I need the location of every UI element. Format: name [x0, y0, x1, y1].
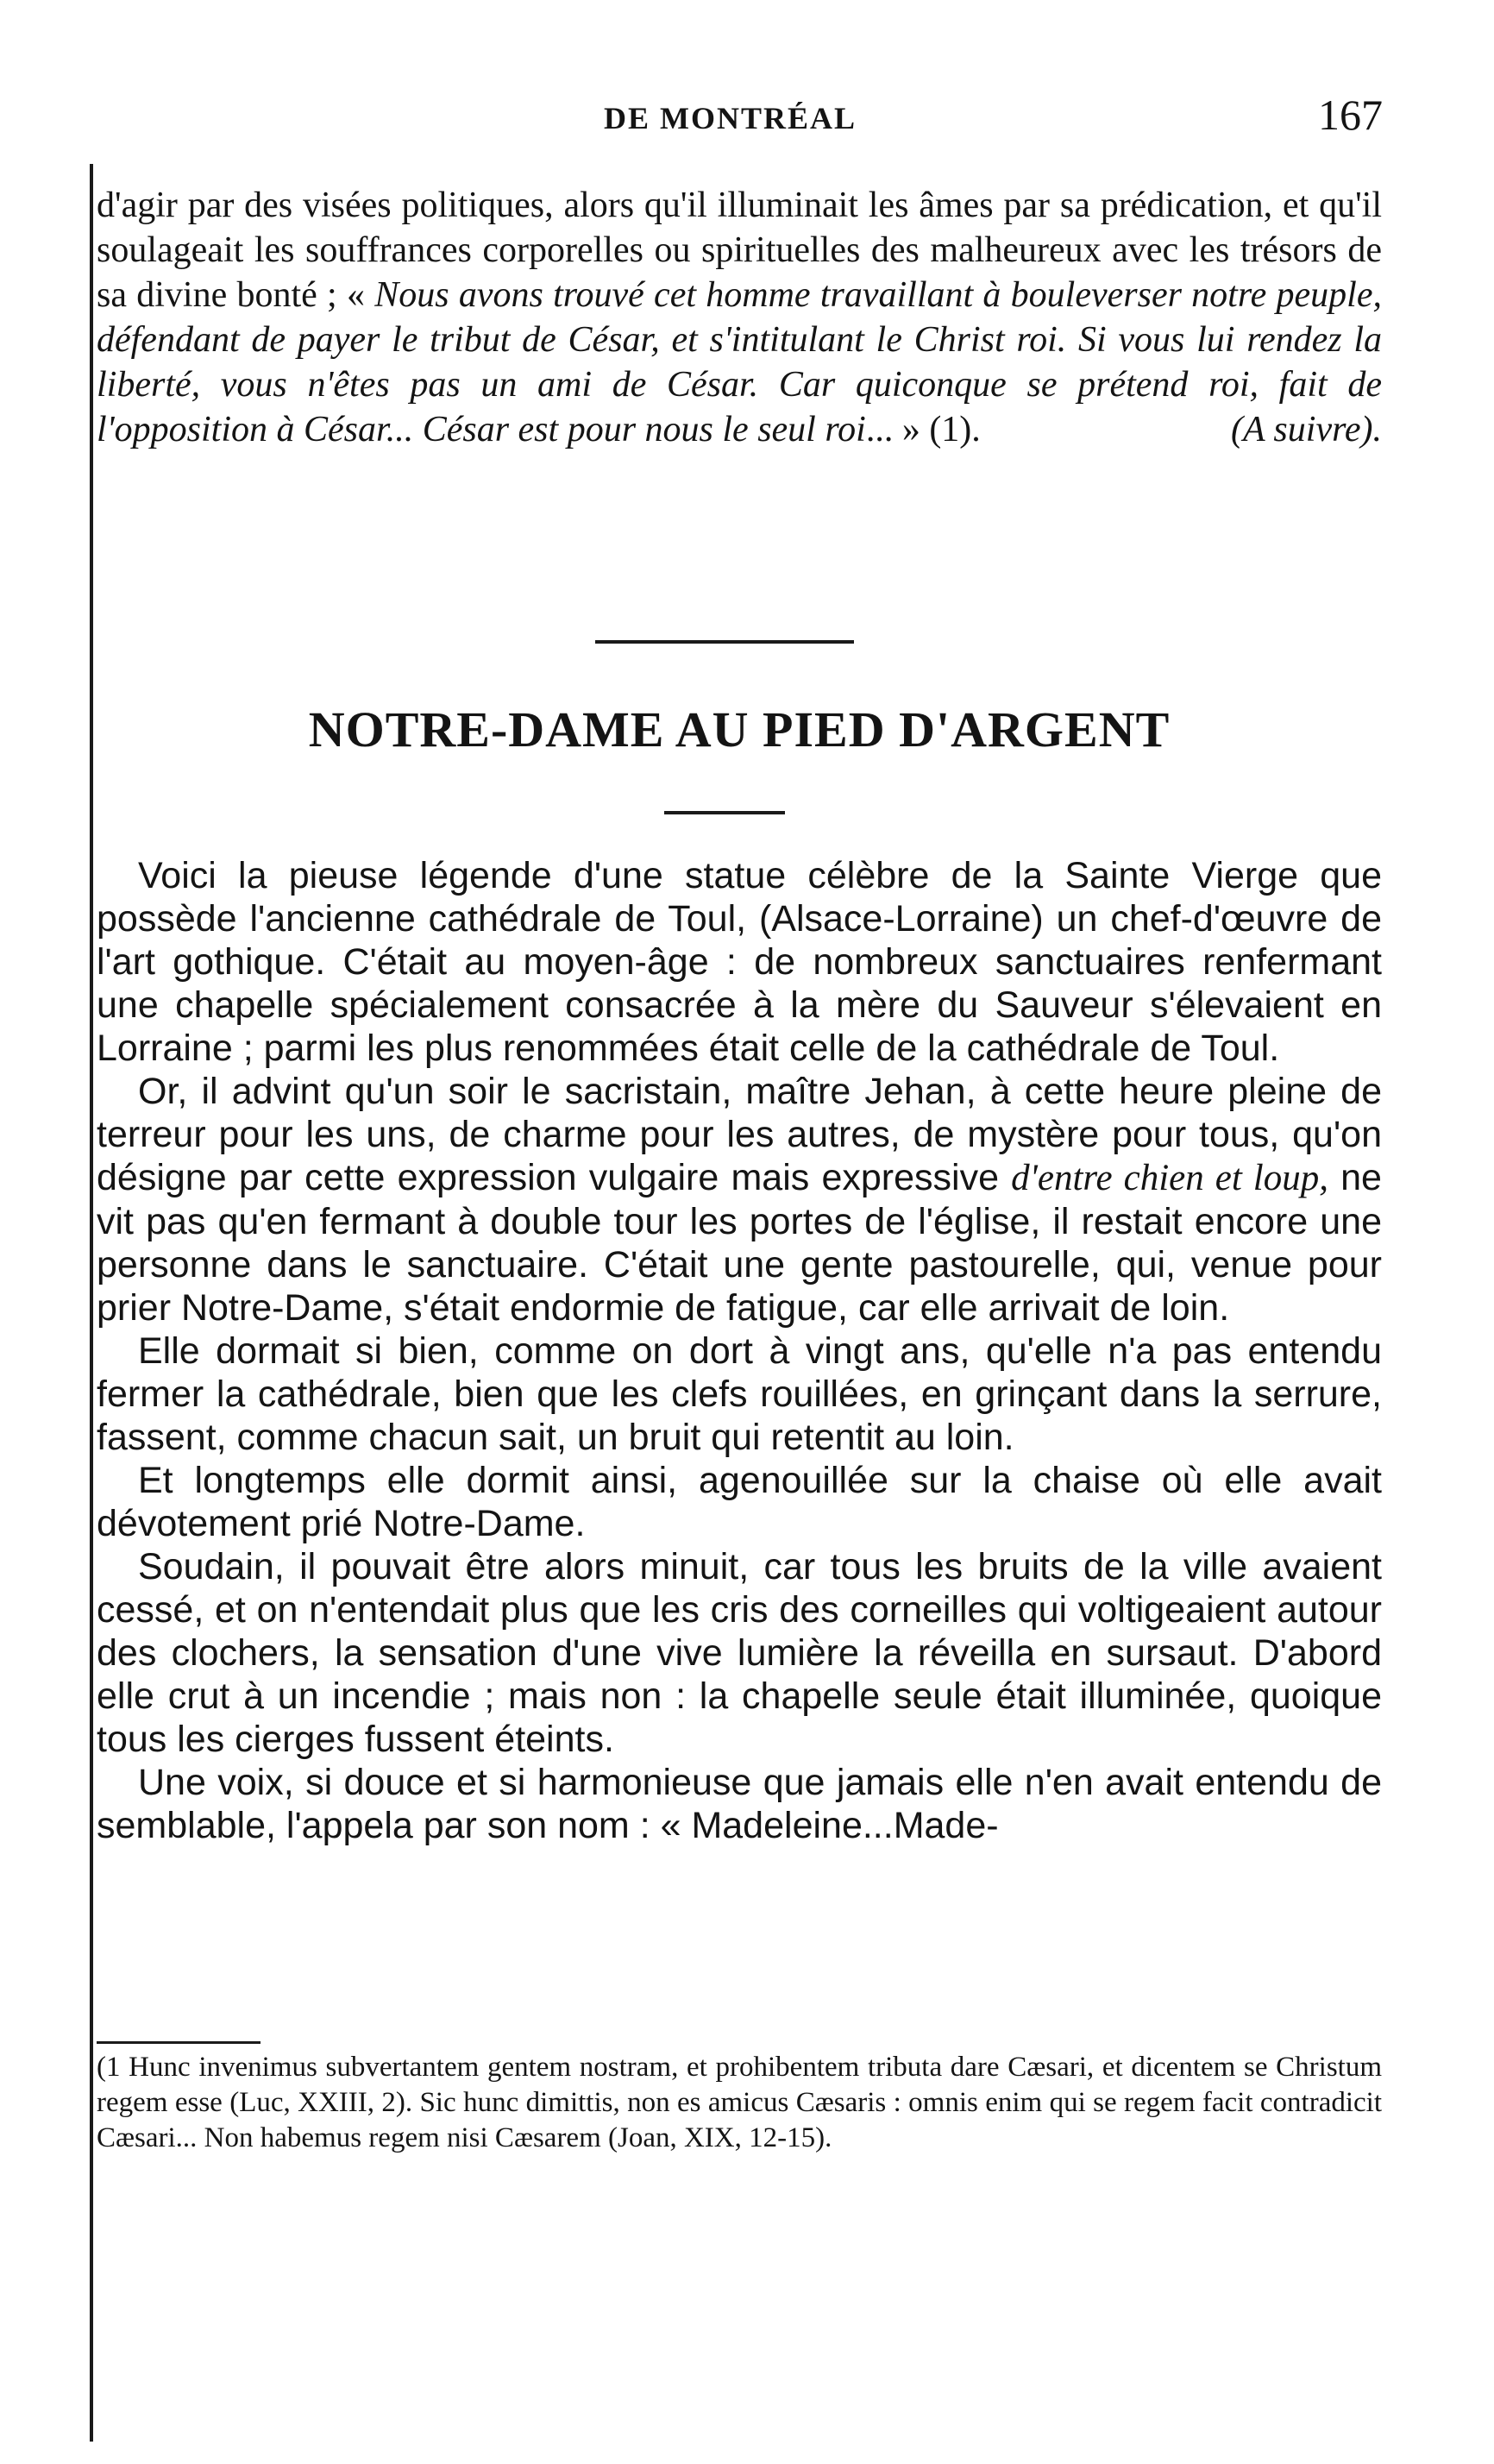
left-margin-rule: [90, 164, 93, 2442]
running-header: DE MONTRÉAL: [604, 101, 857, 135]
title-underline-rule: [664, 811, 785, 814]
section-separator-rule: [595, 640, 854, 644]
article-body: [97, 854, 1382, 1847]
continued-paragraph: [97, 183, 1382, 452]
paragraph: [97, 1070, 1382, 1329]
article-title: NOTRE-DAME AU PIED D'ARGENT: [308, 701, 1171, 757]
paragraph: Elle dormait si bien, comme on dort à vingt ans, qu'elle n'a pas entendu fermer la cathédrale, bien que les clefs rouillées, en grinçant dans la serrure, fassent, comme chacun sait, un bruit qui retentit au loin.: [97, 1330, 1382, 1458]
to-be-continued: (A suivre).: [1231, 410, 1382, 449]
paragraph-text: ne vit pas qu'en fermant à double tour les portes de l'église, il restait encore une personne dans le sanctuaire. C'était une gente pastourelle, qui, venue pour prier Notre-Dame, s'était endormie de fatigue, car elle arrivait de loin.: [97, 1157, 1382, 1329]
continued-quote: Nous avons trouvé cet homme travaillant à bouleverser notre peuple, défendant de payer le tribut de César, et s'intitulant le Christ roi. Si vous lui rendez la liberté, vous n'êtes pas un ami de César. Car quiconque se prétend roi, fait de l'opposition à César... César est pour nous le seul roi: [97, 275, 1382, 449]
page-number: 167: [1318, 91, 1383, 139]
paragraph: Voici la pieuse légende d'une statue célèbre de la Sainte Vierge que possède l'ancienne cathédrale de Toul, (Alsace-Lorraine) un chef-d'œuvre de l'art gothique. C'était au moyen-âge : de nombreux sanctuaires renfermant une chapelle spécialement consacrée à la mère du Sauveur s'élevaient en Lorraine ; parmi les plus renommées était celle de la cathédrale de Toul.: [97, 855, 1382, 1069]
italic-phrase: d'entre chien et loup,: [1011, 1158, 1328, 1198]
paragraph: Soudain, il pouvait être alors minuit, car tous les bruits de la ville avaient cessé, et on n'entendait plus que les cris des corneilles qui voltigeaient autour des clochers, la sensation d'une vive lumière la réveilla en sursaut. D'abord elle crut à un incendie ; mais non : la chapelle seule était illuminée, quoique tous les cierges fussent éteints.: [97, 1546, 1382, 1760]
paragraph: Une voix, si douce et si harmonieuse que jamais elle n'en avait entendu de semblable, l'appela par son nom : « Madeleine...Made-: [97, 1762, 1382, 1846]
footnote: (1 Hunc invenimus subvertantem gentem nostram, et prohibentem tributa dare Cæsari, et dicentem se Christum regem esse (Luc, XXIII, 2). Sic hunc dimittis, non es amicus Cæsaris : omnis enim qui se regem facit contradicit Cæsari... Non habemus regem nisi Cæsarem (Joan, XIX, 12-15).: [97, 2052, 1382, 2153]
continued-text-end: ... » (1).: [865, 410, 981, 449]
footnote-rule: [97, 2041, 261, 2044]
continued-text-start: d'agir par des visées politiques, alors qu'il illuminait les âmes par sa prédication, et qu'il soulageait les souffrances corporelles ou spirituelles des malheureux avec les trésors de sa divine bonté ; «: [97, 185, 1382, 315]
paragraph-text: Or, il advint qu'un soir le sacristain, maître Jehan, à cette heure pleine de terreur pour les uns, de charme pour les autres, de mystère pour tous, qu'on désigne par cette expression vulgaire mais expressive: [97, 1071, 1382, 1198]
paragraph: Et longtemps elle dormit ainsi, agenouillée sur la chaise où elle avait dévotement prié Notre-Dame.: [97, 1460, 1382, 1544]
